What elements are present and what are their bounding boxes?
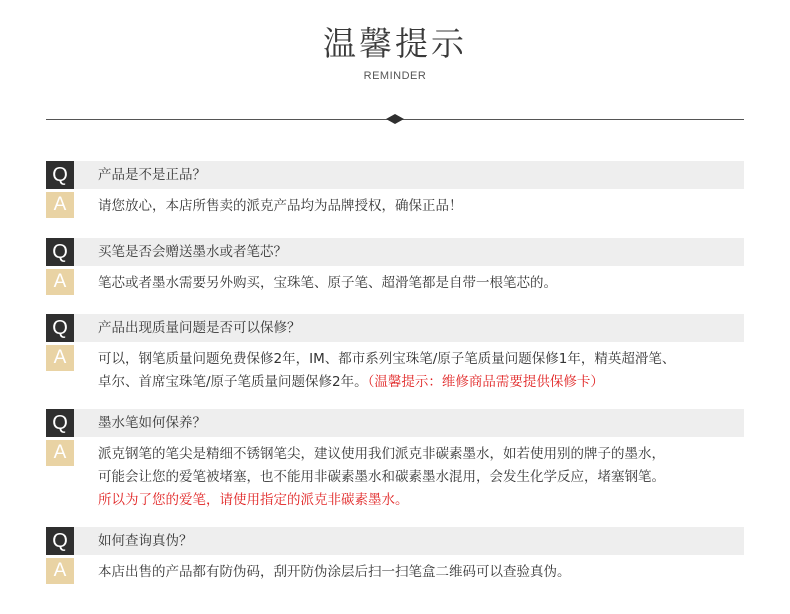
- answer-row: [46, 342, 744, 394]
- answer-line: 请您放心，本店所售卖的派克产品均为品牌授权，确保正品！: [98, 198, 463, 214]
- question-text: 买笔是否会赠送墨水或者笔芯？: [98, 244, 287, 260]
- a-badge: A: [46, 192, 74, 218]
- answer-row: [46, 555, 744, 584]
- page-subtitle: REMINDER: [363, 70, 427, 82]
- answer-text: [98, 342, 744, 394]
- ink-warning-line: 所以为了您的爱笔，请使用指定的派克非碳素墨水。: [98, 492, 409, 508]
- qa-item-5: [46, 527, 744, 584]
- qa-item-2: [46, 238, 744, 295]
- question-row: [46, 314, 744, 342]
- answer-line: 派克钢笔的笔尖是精细不锈钢笔尖，建议使用我们派克非碳素墨水，如若使用别的牌子的墨水，: [98, 446, 665, 462]
- a-badge: A: [46, 269, 74, 295]
- a-badge: A: [46, 440, 74, 466]
- q-badge: Q: [46, 314, 74, 342]
- question-text: 如何查询真伪？: [98, 533, 193, 549]
- answer-line: 笔芯或者墨水需要另外购买，宝珠笔、原子笔、超滑笔都是自带一根笔芯的。: [98, 275, 557, 291]
- qa-item-4: [46, 409, 744, 512]
- question-row: [46, 161, 744, 189]
- answer-row: [46, 437, 744, 512]
- answer-line: 可能会让您的爱笔被堵塞，也不能用非碳素墨水和碳素墨水混用，会发生化学反应，堵塞钢笔。: [98, 469, 665, 485]
- warm-tip-note: （温馨提示：维修商品需要提供保修卡）: [367, 374, 604, 390]
- answer-text: [98, 189, 744, 218]
- answer-text: [98, 266, 744, 295]
- question-row: [46, 238, 744, 266]
- answer-text: [98, 437, 744, 512]
- answer-row: [46, 266, 744, 295]
- qa-item-1: [46, 161, 744, 218]
- answer-row: [46, 189, 744, 218]
- question-text: 产品是不是正品？: [98, 167, 206, 183]
- question-text: 墨水笔如何保养？: [98, 415, 206, 431]
- question-row: [46, 527, 744, 555]
- question-row: [46, 409, 744, 437]
- answer-line-text: 卓尔、首席宝珠笔/原子笔质量问题保修2年。: [98, 374, 368, 390]
- qa-item-3: [46, 314, 744, 394]
- q-badge: Q: [46, 238, 74, 266]
- answer-line: 可以，钢笔质量问题免费保修2年，IM、都市系列宝珠笔/原子笔质量问题保修1年，精英超滑笔、: [98, 351, 676, 367]
- question-text: 产品出现质量问题是否可以保修？: [98, 320, 301, 336]
- answer-text: [98, 555, 744, 584]
- a-badge: A: [46, 558, 74, 584]
- answer-line: 本店出售的产品都有防伪码，刮开防伪涂层后扫一扫笔盒二维码可以查验真伪。: [98, 564, 571, 580]
- q-badge: Q: [46, 409, 74, 437]
- diamond-icon: [386, 114, 404, 124]
- answer-line: [98, 371, 744, 394]
- q-badge: Q: [46, 161, 74, 189]
- header: [0, 0, 790, 130]
- a-badge: A: [46, 345, 74, 371]
- page-title: 温馨提示: [323, 24, 467, 63]
- q-badge: Q: [46, 527, 74, 555]
